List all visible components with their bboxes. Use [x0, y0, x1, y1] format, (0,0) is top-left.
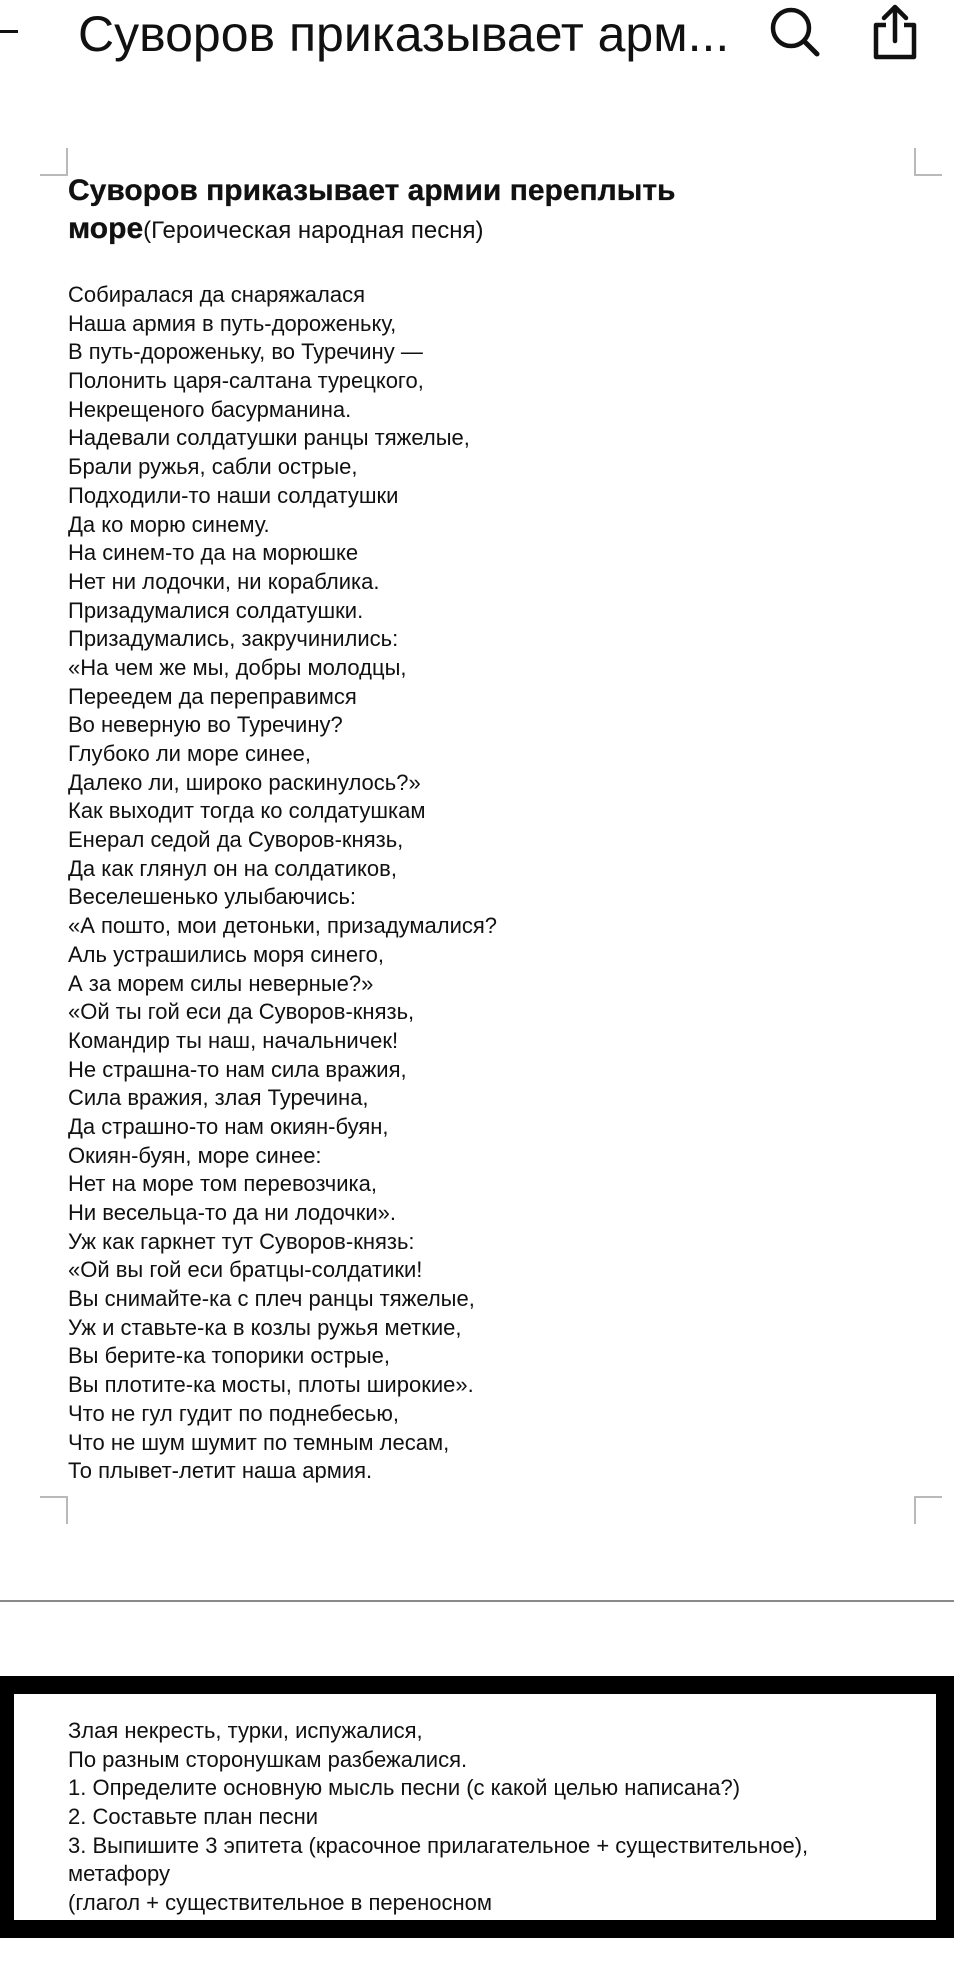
song-title-main: Суворов приказывает армии переплыть море — [68, 174, 676, 245]
page-corner-mark — [40, 148, 68, 176]
poem-line: Аль устрашились моря синего, — [68, 941, 384, 967]
poem-line: Нет ни лодочки, ни кораблика. — [68, 568, 380, 594]
top-app-bar — [0, 0, 954, 72]
page-divider — [0, 1600, 954, 1602]
poem-line: Да ко морю синему. — [68, 511, 270, 537]
poem-line: Что не шум шумит по темным лесам, — [68, 1429, 450, 1455]
page-corner-mark — [914, 1496, 942, 1524]
poem-line: Что не гул гудит по поднебесью, — [68, 1400, 399, 1426]
poem-text — [68, 281, 908, 1486]
poem-line: Командир ты наш, начальничек! — [68, 1027, 399, 1053]
poem-line: Вы плотите-ка мосты, плоты широкие». — [68, 1372, 474, 1398]
page-2-line: Злая некресть, турки, испужалися, — [68, 1718, 423, 1743]
poem-line: Не страшна-то нам сила вражия, — [68, 1056, 407, 1082]
document-name-title: Суворов приказывает арм... — [78, 6, 730, 62]
search-icon — [767, 4, 823, 60]
page-2-line: (глагол + существительное в переносном — [68, 1890, 492, 1916]
poem-line: На синем-то да на морюшке — [68, 540, 359, 566]
poem-line: А за морем силы неверные?» — [68, 970, 374, 996]
page-2-line: метафору — [68, 1861, 171, 1887]
poem-line: Глубоко ли море синее, — [68, 741, 312, 766]
poem-line: Да как глянул он на солдатиков, — [68, 855, 397, 881]
poem-line: Сила вражия, злая Туречина, — [68, 1085, 369, 1111]
poem-line: Вы снимайте-ка с плеч ранцы тяжелые, — [68, 1286, 475, 1312]
poem-line: Брали ружья, сабли острые, — [68, 454, 358, 480]
song-title — [68, 172, 768, 250]
poem-line: Да страшно-то нам окиян-буян, — [68, 1113, 389, 1139]
page-corner-mark — [914, 148, 942, 176]
document-page-1 — [0, 72, 954, 1600]
share-icon — [869, 3, 921, 61]
page-2-line: 1. Определите основную мысль песни (с какой целью написана?) — [68, 1775, 741, 1801]
poem-line: Вы берите-ка топорики острые, — [68, 1343, 391, 1369]
poem-line: Полонить царя-салтана турецкого, — [68, 368, 424, 394]
poem-line: «На чем же мы, добры молодцы, — [68, 654, 407, 680]
share-button[interactable] — [860, 0, 930, 64]
poem-line: Веселешенько улыбаючись: — [68, 884, 357, 910]
poem-line: Призадумались, закручинились: — [68, 626, 399, 652]
page-2-line: По разным сторонушкам разбежалися. — [68, 1746, 468, 1772]
poem-line: Подходили-то наши солдатушки — [68, 482, 399, 508]
page-corner-mark — [40, 1496, 68, 1524]
song-title-subtitle: (Героическая народная песня) — [143, 217, 484, 244]
poem-line: «Ой вы гой еси братцы-солдатики! — [68, 1257, 423, 1283]
poem-line: Переедем да переправимся — [68, 683, 357, 709]
document-page-2-frame — [0, 1676, 954, 1938]
search-button[interactable] — [760, 0, 830, 64]
poem-line: Уж как гаркнет тут Суворов-князь: — [68, 1228, 415, 1254]
poem-line: Как выходит тогда ко солдатушкам — [68, 798, 426, 824]
poem-line: «Ой ты гой еси да Суворов-князь, — [68, 999, 415, 1025]
poem-line: Собиралася да снаряжалася — [68, 282, 365, 307]
poem-line: Призадумалися солдатушки. — [68, 597, 364, 623]
page-2-text — [68, 1717, 932, 1918]
poem-line: В путь-дороженьку, во Туречину — — [68, 339, 423, 365]
poem-line: Наша армия в путь-дороженьку, — [68, 310, 397, 336]
back-icon[interactable] — [0, 30, 18, 33]
poem-line: Нет на море том перевозчика, — [68, 1171, 377, 1197]
poem-line: Окиян-буян, море синее: — [68, 1142, 322, 1168]
page-2-line: 3. Выпишите 3 эпитета (красочное прилагательное + существительное), — [68, 1832, 809, 1858]
poem-line: «А пошто, мои детоньки, призадумалися? — [68, 913, 498, 939]
poem-line: Далеко ли, широко раскинулось?» — [68, 769, 421, 795]
poem-line: Некрещеного басурманина. — [68, 396, 352, 422]
page-2-line: 2. Составьте план песни — [68, 1804, 319, 1830]
poem-line: Ни весельца-то да ни лодочки». — [68, 1200, 396, 1225]
poem-line: Надевали солдатушки ранцы тяжелые, — [68, 425, 470, 451]
poem-line: Енерал седой да Суворов-князь, — [68, 827, 404, 853]
poem-line: Уж и ставьте-ка в козлы ружья меткие, — [68, 1314, 462, 1340]
poem-line: То плывет-летит наша армия. — [68, 1458, 373, 1484]
poem-line: Во неверную во Туречину? — [68, 712, 343, 738]
document-page-2 — [14, 1694, 936, 1920]
